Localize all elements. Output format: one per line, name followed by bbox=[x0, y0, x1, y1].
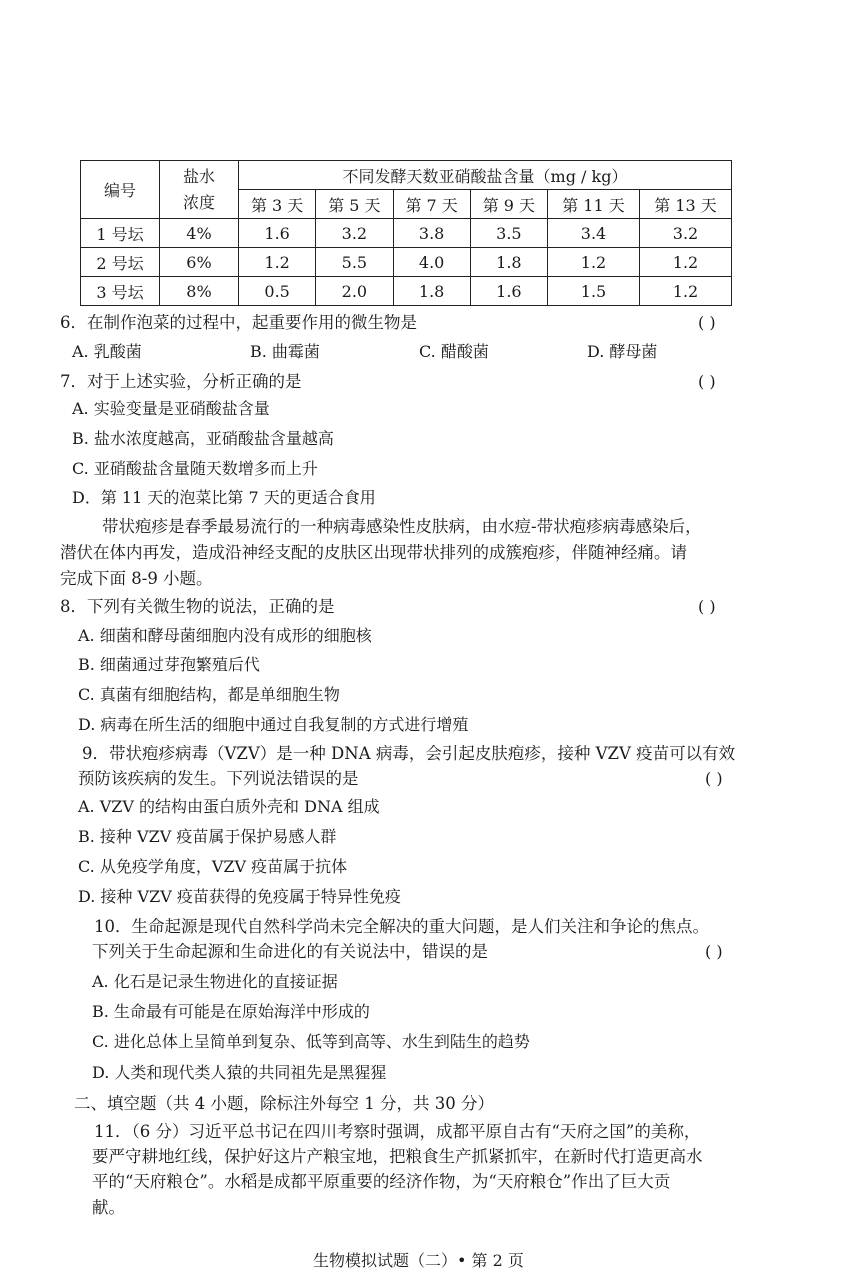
q9-option-a: A. VZV 的结构由蛋白质外壳和 DNA 组成 bbox=[78, 797, 380, 816]
answer-bracket: ( ) bbox=[705, 769, 723, 788]
cell-id: 3 号坛 bbox=[81, 277, 160, 306]
cell-value: 1.2 bbox=[548, 248, 640, 277]
q6-option-c: C. 醋酸菌 bbox=[419, 342, 489, 361]
q11-line: 平的“天府粮仓”。水稻是成都平原重要的经济作物，为“天府粮仓”作出了巨大贡 bbox=[92, 1172, 671, 1191]
q8-stem: 8．下列有关微生物的说法，正确的是 bbox=[60, 597, 335, 616]
table-row bbox=[81, 248, 732, 277]
q9-stem-line: 预防该疾病的发生。下列说法错误的是 bbox=[78, 769, 359, 788]
nitrite-table bbox=[80, 160, 732, 306]
answer-bracket: ( ) bbox=[705, 942, 723, 961]
cell-value: 1.8 bbox=[470, 248, 547, 277]
passage-line: 带状疱疹是春季最易流行的一种病毒感染性皮肤病，由水痘-带状疱疹病毒感染后， bbox=[102, 517, 702, 536]
cell-value: 0.5 bbox=[239, 277, 316, 306]
cell-id: 2 号坛 bbox=[81, 248, 160, 277]
cell-value: 5.5 bbox=[316, 248, 393, 277]
header-day: 第 9 天 bbox=[470, 190, 547, 219]
q6-option-a: A. 乳酸菌 bbox=[72, 342, 142, 361]
cell-salt: 4% bbox=[160, 219, 239, 248]
q7-option-b: B. 盐水浓度越高，亚硝酸盐含量越高 bbox=[72, 429, 334, 448]
q6-option-d: D. 酵母菌 bbox=[587, 342, 658, 361]
passage-line: 完成下面 8-9 小题。 bbox=[60, 569, 213, 588]
q8-option-d: D. 病毒在所生活的细胞中通过自我复制的方式进行增殖 bbox=[78, 715, 469, 734]
cell-value: 2.0 bbox=[316, 277, 393, 306]
cell-value: 3.2 bbox=[639, 219, 731, 248]
table-row bbox=[81, 277, 732, 306]
cell-id: 1 号坛 bbox=[81, 219, 160, 248]
q9-option-d: D. 接种 VZV 疫苗获得的免疫属于特异性免疫 bbox=[78, 887, 401, 906]
q11-line: 要严守耕地红线，保护好这片产粮宝地，把粮食生产抓紧抓牢，在新时代打造更高水 bbox=[92, 1147, 703, 1166]
q8-option-b: B. 细菌通过芽孢繁殖后代 bbox=[78, 655, 260, 674]
header-day: 第 3 天 bbox=[239, 190, 316, 219]
header-salt: 盐水 浓度 bbox=[160, 161, 239, 219]
header-day: 第 7 天 bbox=[393, 190, 470, 219]
q8-option-c: C. 真菌有细胞结构，都是单细胞生物 bbox=[78, 685, 340, 704]
header-day: 第 5 天 bbox=[316, 190, 393, 219]
q9-option-b: B. 接种 VZV 疫苗属于保护易感人群 bbox=[78, 827, 337, 846]
table-row bbox=[81, 219, 732, 248]
q10-stem-line: 10．生命起源是现代自然科学尚未完全解决的重大问题，是人们关注和争论的焦点。 bbox=[94, 917, 709, 936]
q10-option-c: C. 进化总体上呈简单到复杂、低等到高等、水生到陆生的趋势 bbox=[92, 1032, 530, 1051]
cell-value: 1.6 bbox=[470, 277, 547, 306]
answer-bracket: ( ) bbox=[698, 372, 716, 391]
q7-option-d: D．第 11 天的泡菜比第 7 天的更适合食用 bbox=[72, 488, 376, 507]
q7-option-a: A. 实验变量是亚硝酸盐含量 bbox=[72, 399, 270, 418]
cell-value: 1.8 bbox=[393, 277, 470, 306]
q7-stem: 7．对于上述实验，分析正确的是 bbox=[60, 372, 302, 391]
q10-option-b: B. 生命最有可能是在原始海洋中形成的 bbox=[92, 1002, 370, 1021]
cell-value: 3.8 bbox=[393, 219, 470, 248]
header-group: 不同发酵天数亚硝酸盐含量（mg / kg） bbox=[239, 161, 732, 190]
cell-value: 1.2 bbox=[239, 248, 316, 277]
cell-salt: 8% bbox=[160, 277, 239, 306]
cell-value: 1.5 bbox=[548, 277, 640, 306]
cell-value: 1.6 bbox=[239, 219, 316, 248]
header-day: 第 11 天 bbox=[548, 190, 640, 219]
cell-value: 1.2 bbox=[639, 248, 731, 277]
q11-line: 11．（6 分）习近平总书记在四川考察时强调，成都平原自古有“天府之国”的美称， bbox=[94, 1122, 701, 1141]
answer-bracket: ( ) bbox=[698, 597, 716, 616]
q9-option-c: C. 从免疫学角度，VZV 疫苗属于抗体 bbox=[78, 857, 348, 876]
q10-stem-line: 下列关于生命起源和生命进化的有关说法中，错误的是 bbox=[92, 942, 488, 961]
cell-value: 3.4 bbox=[548, 219, 640, 248]
cell-value: 4.0 bbox=[393, 248, 470, 277]
q7-option-c: C. 亚硝酸盐含量随天数增多而上升 bbox=[72, 459, 318, 478]
q6-option-b: B. 曲霉菌 bbox=[250, 342, 320, 361]
q9-stem-line: 9．带状疱疹病毒（VZV）是一种 DNA 病毒，会引起皮肤疱疹，接种 VZV 疫苗可以有效 bbox=[82, 744, 736, 763]
q11-line: 献。 bbox=[92, 1198, 125, 1217]
header-id: 编号 bbox=[81, 161, 160, 219]
q8-option-a: A. 细菌和酵母菌细胞内没有成形的细胞核 bbox=[78, 626, 372, 645]
section-title: 二、填空题（共 4 小题，除标注外每空 1 分，共 30 分） bbox=[74, 1094, 494, 1113]
header-day: 第 13 天 bbox=[639, 190, 731, 219]
cell-value: 1.2 bbox=[639, 277, 731, 306]
q10-option-a: A. 化石是记录生物进化的直接证据 bbox=[92, 972, 338, 991]
cell-value: 3.5 bbox=[470, 219, 547, 248]
passage-line: 潜伏在体内再发，造成沿神经支配的皮肤区出现带状排列的成簇疱疹，伴随神经痛。请 bbox=[60, 543, 687, 562]
cell-value: 3.2 bbox=[316, 219, 393, 248]
answer-bracket: ( ) bbox=[698, 313, 716, 332]
q10-option-d: D. 人类和现代类人猿的共同祖先是黑猩猩 bbox=[92, 1063, 387, 1082]
cell-salt: 6% bbox=[160, 248, 239, 277]
q6-stem: 6．在制作泡菜的过程中，起重要作用的微生物是 bbox=[60, 313, 417, 332]
page-footer: 生物模拟试题（二）• 第 2 页 bbox=[313, 1251, 524, 1270]
